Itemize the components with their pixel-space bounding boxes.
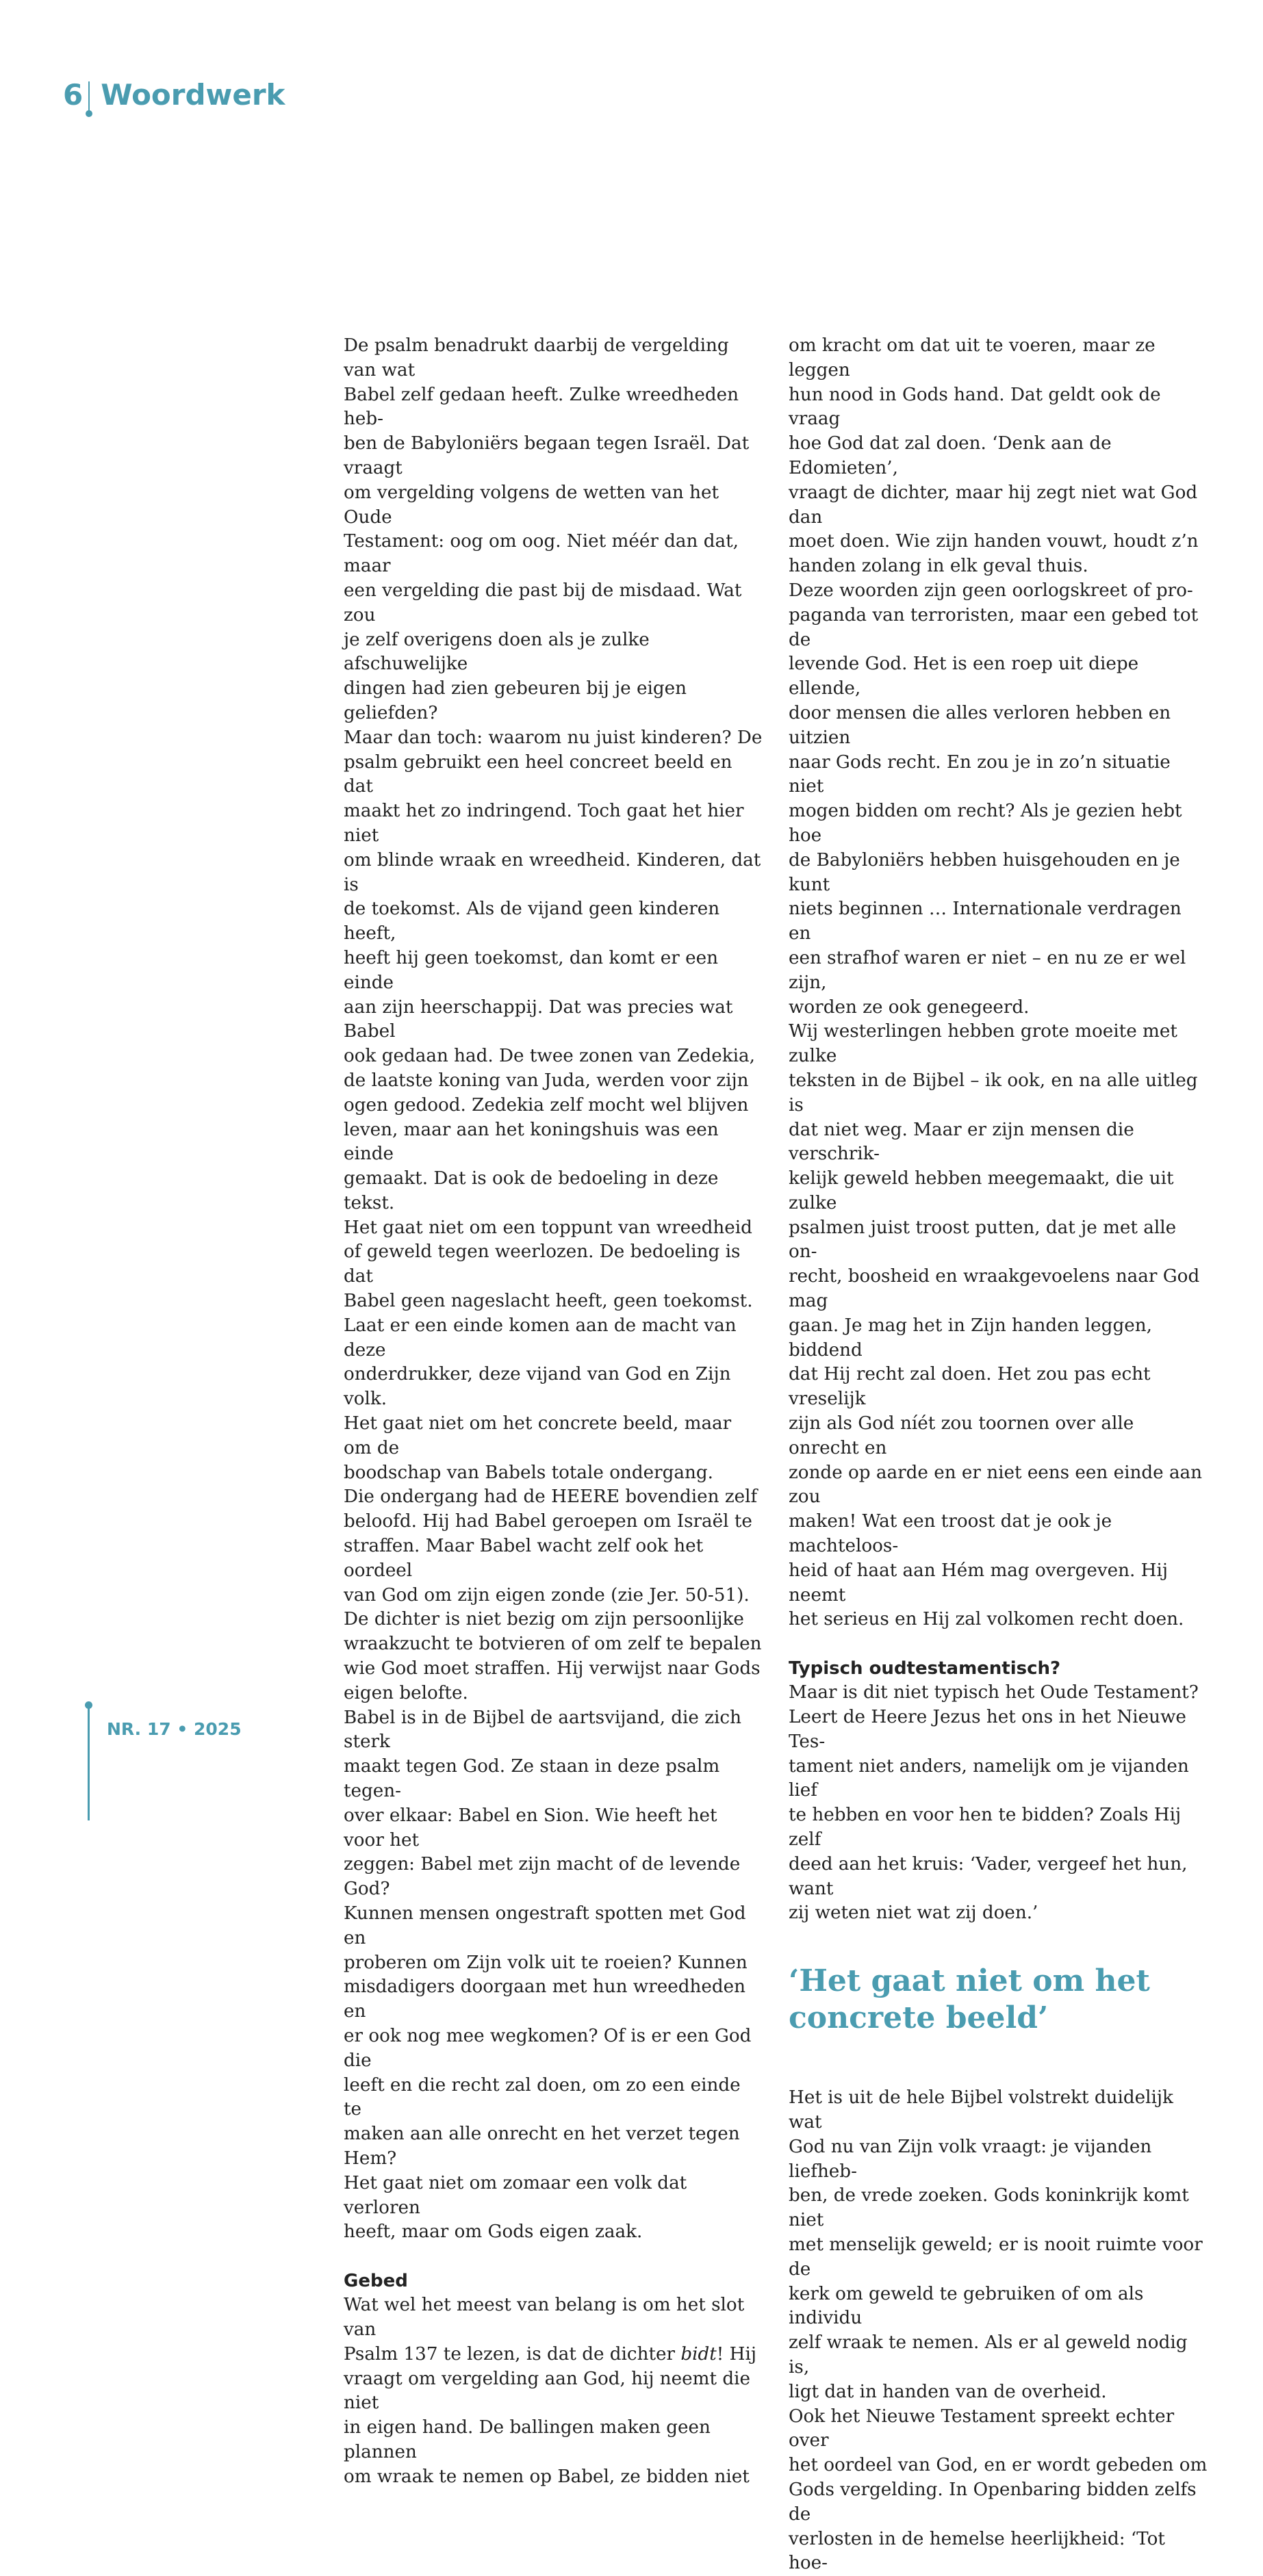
- paragraph: Ook het Nieuwe Testament spreekt echter over het oordeel van God, en er wordt gebeden om Gods vergelding. In Openbaring bidden zelfs de verlosten in de hemelse heerlijkheid: ‘Tot hoe-: [789, 2406, 1208, 2574]
- text-span: ! Hij vraagt om vergelding aan God, hij neemt die niet in eigen hand. De ballingen maken geen plannen om wraak te nemen op Babel, ze bidden niet: [344, 2343, 756, 2487]
- paragraph: De psalm benadrukt daarbij de vergelding van wat Babel zelf gedaan heeft. Zulke wreedheden heb- ben de Babyloniërs begaan tegen Israël. Dat vraagt om vergelding volgens de wetten van het Oude Testament: oog om oog. Niet méér dan dat, maar een vergelding die past bij de misdaad. Wat zou je zelf overigens doen als je zulke afschuwelijke dingen had zien gebeuren bij je eigen geliefden?: [344, 335, 750, 723]
- footer-divider: [88, 1705, 90, 1820]
- italic-word: bidt: [680, 2343, 717, 2365]
- subheading-gebed: Gebed: [344, 2271, 408, 2292]
- paragraph: De dichter is niet bezig om zijn persoonlijke wraakzucht te botvieren of om zelf te bepalen wie God moet straffen. Hij verwijst naar Gods eigen belofte.: [344, 1609, 762, 1703]
- section-title: Woordwerk: [101, 77, 285, 112]
- paragraph: Die ondergang had de HEERE bovendien zelf beloofd. Hij had Babel geroepen om Israël te straffen. Maar Babel wacht zelf ook het oordeel van God om zijn eigen zonde (zie Jer. 50-51).: [344, 1486, 758, 1606]
- right-column: [789, 334, 1208, 2576]
- text-span: Wat wel het meest van belang is om het slot van Psalm 137 te lezen, is dat de dichter: [344, 2295, 745, 2365]
- header-divider: [88, 81, 90, 113]
- paragraph: Wij westerlingen hebben grote moeite met zulke teksten in de Bijbel – ik ook, en na alle uitleg is dat niet weg. Maar er zijn mensen die verschrik- kelijk geweld hebben meegemaakt, die uit zulke psalmen juist troost putten, dat je met alle on- recht, boosheid en wraakgevoelens naar God mag gaan. Je mag het in Zijn handen leggen, biddend dat Hij recht zal doen. Het zou pas echt vreselijk zijn als God níét zou toornen over alle onrecht en zonde op aarde en er niet eens een einde aan zou maken! Wat een troost dat je ook je machteloos- heid of haat aan Hém mag overgeven. Hij neemt het serieus en Hij zal volkomen recht doen.: [789, 1021, 1203, 1630]
- paragraph: Deze woorden zijn geen oorlogskreet of pro- paganda van terroristen, maar een gebed tot de levende God. Het is een roep uit diepe ellende, door mensen die alles verloren hebben en uitzien naar Gods recht. En zou je in zo’n situatie niet mogen bidden om recht? Als je gezien hebt hoe de Babyloniërs hebben huisgehouden en je kunt niets beginnen … Internationale verdragen en een strafhof waren er niet – en nu ze er wel zijn, worden ze ook genegeerd.: [789, 580, 1199, 1018]
- issue-number: NR. 17 • 2025: [107, 1719, 242, 1739]
- paragraph: Het is uit de hele Bijbel volstrekt duidelijk wat God nu van Zijn volk vraagt: je vijanden liefheb- ben, de vrede zoeken. Gods koninkrijk komt niet met menselijk geweld; er is nooit ruimte voor de kerk om geweld te gebruiken of om als individu zelf wraak te nemen. Als er al geweld nodig is, ligt dat in handen van de overheid.: [789, 2087, 1203, 2402]
- page-header: [63, 74, 285, 115]
- paragraph: Babel is in de Bijbel de aartsvijand, die zich sterk maakt tegen God. Ze staan in deze psalm tegen- over elkaar: Babel en Sion. Wie heeft het voor het zeggen: Babel met zijn macht of de levende God? Kunnen mensen ongestraft spotten met God en proberen om Zijn volk uit te roeien? Kunnen misdadigers doorgaan met hun wreedheden en er ook nog mee wegkomen? Of is er een God die leeft en die recht zal doen, om zo een einde te maken aan alle onrecht en het verzet tegen Hem? Het gaat niet om zomaar een volk dat verloren heeft, maar om Gods eigen zaak.: [344, 1707, 752, 2243]
- pull-quote: ‘Het gaat niet om het concrete beeld’: [789, 1963, 1150, 2036]
- paragraph: Maar is dit niet typisch het Oude Testament? Leert de Heere Jezus het ons in het Nieuwe Tes- tament niet anders, namelijk om je vijanden lief te hebben en voor hen te bidden? Zoals Hij zelf deed aan het kruis: ‘Vader, vergeef het hun, want zij weten niet wat zij doen.’: [789, 1682, 1199, 1924]
- left-column: [344, 334, 763, 2490]
- paragraph: [344, 2293, 763, 2489]
- paragraph: om kracht om dat uit te voeren, maar ze leggen hun nood in Gods hand. Dat geldt ook de vraag hoe God dat zal doen. ‘Denk aan de Edomieten’, vraagt de dichter, maar hij zegt niet wat God dan moet doen. Wie zijn handen vouwt, houdt z’n handen zolang in elk geval thuis.: [789, 335, 1199, 577]
- page-number: 6: [63, 77, 84, 112]
- subheading-typisch: Typisch oudtestamentisch?: [789, 1658, 1061, 1679]
- paragraph: Maar dan toch: waarom nu juist kinderen? De psalm gebruikt een heel concreet beeld en dat maakt het zo indringend. Toch gaat het hier niet om blinde wraak en wreedheid. Kinderen, dat is de toekomst. Als de vijand geen kinderen heeft, heeft hij geen toekomst, dan komt er een einde aan zijn heerschappij. Dat was precies wat Babel ook gedaan had. De twee zonen van Zedekia, de laatste koning van Juda, werden voor zijn ogen gedood. Zedekia zelf mocht wel blijven leven, maar aan het koningshuis was een einde gemaakt. Dat is ook de bedoeling in deze tekst. Het gaat niet om een toppunt van wreedheid of geweld tegen weerlozen. De bedoeling is dat Babel geen nageslacht heeft, geen toekomst. Laat er een einde komen aan de macht van deze onderdrukker, deze vijand van God en Zijn volk. Het gaat niet om het concrete beeld, maar om de boodschap van Babels totale ondergang.: [344, 727, 763, 1483]
